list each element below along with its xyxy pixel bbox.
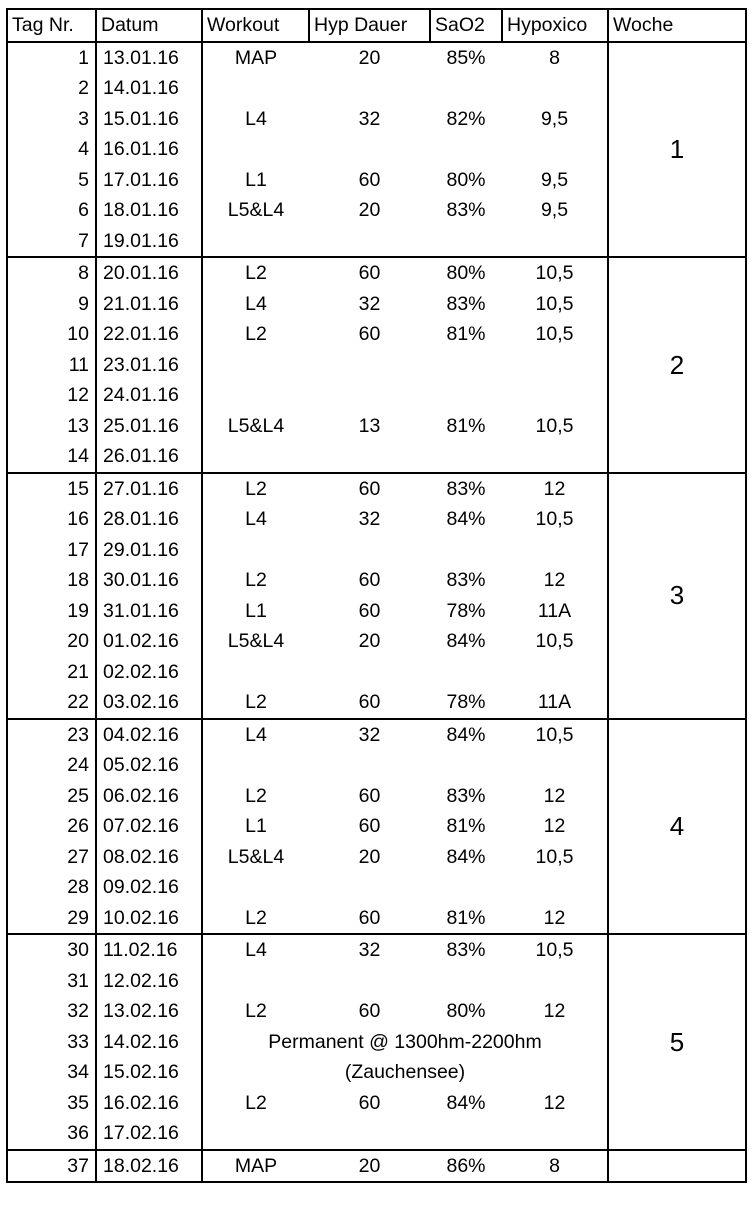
cell-hyp-dauer: 60	[358, 784, 381, 807]
cell-hyp-dauer: 32	[358, 723, 381, 746]
cell-sao2	[430, 535, 502, 566]
cell-workout: L2	[245, 323, 267, 345]
cell-tag-nr: 11	[7, 350, 96, 381]
training-schedule-table	[6, 8, 747, 1183]
cell-workout	[202, 750, 309, 781]
cell-tag-nr: 25	[7, 781, 96, 812]
cell-workout	[202, 73, 309, 104]
cell-sao2	[430, 750, 502, 781]
cell-hypoxico: 12	[502, 903, 608, 935]
cell-workout: MAP	[234, 46, 278, 69]
cell-datum: 06.02.16	[96, 781, 202, 812]
cell-hyp-dauer	[309, 441, 430, 473]
cell-hyp-dauer: 32	[358, 508, 381, 530]
cell-workout	[202, 380, 309, 411]
table-row	[7, 257, 746, 289]
cell-datum: 15.01.16	[96, 104, 202, 135]
cell-hypoxico: 8	[502, 42, 608, 74]
cell-hyp-dauer: 60	[358, 599, 381, 622]
cell-sao2	[430, 657, 502, 688]
cell-hyp-dauer	[309, 535, 430, 566]
cell-tag-nr: 30	[7, 934, 96, 966]
cell-datum: 17.02.16	[96, 1118, 202, 1150]
cell-sao2: 80%	[446, 168, 486, 191]
cell-workout	[202, 966, 309, 997]
cell-tag-nr: 2	[7, 73, 96, 104]
cell-tag-nr: 20	[7, 626, 96, 657]
cell-tag-nr: 27	[7, 842, 96, 873]
cell-datum: 15.02.16	[96, 1057, 202, 1088]
cell-workout: L2	[245, 262, 267, 284]
cell-woche: 3	[608, 473, 746, 719]
cell-sao2: 81%	[430, 903, 502, 935]
cell-datum: 16.01.16	[96, 134, 202, 165]
cell-tag-nr: 26	[7, 811, 96, 842]
cell-tag-nr: 19	[7, 596, 96, 627]
cell-sao2: 81%	[446, 323, 486, 345]
cell-datum: 14.02.16	[96, 1027, 202, 1058]
table-row	[7, 719, 746, 751]
cell-tag-nr: 14	[7, 441, 96, 473]
cell-datum: 18.02.16	[96, 1150, 202, 1183]
cell-hyp-dauer: 20	[309, 1150, 430, 1183]
cell-tag-nr: 6	[7, 195, 96, 226]
cell-sao2: 78%	[430, 687, 502, 719]
cell-workout: L2	[245, 1000, 267, 1022]
cell-hyp-dauer	[309, 73, 430, 104]
cell-datum: 02.02.16	[96, 657, 202, 688]
cell-sao2: 78%	[446, 599, 486, 622]
table-row	[7, 473, 746, 505]
cell-workout: L4	[245, 107, 267, 130]
cell-sao2	[430, 380, 502, 411]
cell-hyp-dauer	[309, 380, 430, 411]
cell-datum: 05.02.16	[96, 750, 202, 781]
cell-workout: L4	[245, 508, 267, 530]
cell-hyp-dauer	[309, 750, 430, 781]
cell-sao2: 80%	[446, 1000, 486, 1022]
cell-tag-nr: 34	[7, 1057, 96, 1088]
cell-datum: 21.01.16	[96, 289, 202, 320]
header-workout: Workout	[202, 9, 309, 42]
cell-datum: 27.01.16	[96, 473, 202, 505]
cell-hypoxico	[502, 73, 608, 104]
cell-workout: MAP	[202, 1150, 309, 1183]
cell-hypoxico: 9,5	[502, 165, 608, 196]
cell-datum: 11.02.16	[96, 934, 202, 966]
header-row	[7, 9, 746, 42]
cell-hypoxico: 12	[502, 473, 608, 505]
cell-hyp-dauer: 60	[309, 903, 430, 935]
cell-sao2: 84%	[446, 630, 486, 652]
cell-datum: 09.02.16	[96, 872, 202, 903]
cell-workout	[202, 134, 309, 165]
cell-hyp-dauer: 20	[358, 630, 381, 652]
cell-hypoxico: 10,5	[502, 934, 608, 966]
cell-datum: 13.02.16	[96, 996, 202, 1027]
cell-sao2: 83%	[446, 569, 486, 591]
cell-tag-nr: 9	[7, 289, 96, 320]
cell-workout	[202, 350, 309, 381]
cell-hypoxico: 9,5	[502, 195, 608, 226]
cell-sao2	[430, 966, 502, 997]
cell-tag-nr: 33	[7, 1027, 96, 1058]
cell-hypoxico: 10,5	[502, 319, 608, 350]
cell-hypoxico	[502, 750, 608, 781]
cell-hyp-dauer	[309, 657, 430, 688]
cell-tag-nr: 1	[7, 42, 96, 74]
cell-sao2: 81%	[446, 414, 486, 437]
cell-woche: 1	[608, 42, 746, 258]
cell-workout: L4	[245, 723, 267, 746]
cell-hypoxico: 8	[502, 1150, 608, 1183]
cell-tag-nr: 12	[7, 380, 96, 411]
cell-tag-nr: 29	[7, 903, 96, 935]
cell-sao2: 81%	[446, 815, 486, 837]
cell-datum: 12.02.16	[96, 966, 202, 997]
cell-tag-nr: 31	[7, 966, 96, 997]
cell-hypoxico: 10,5	[502, 626, 608, 657]
cell-datum: 08.02.16	[96, 842, 202, 873]
cell-sao2: 84%	[446, 845, 486, 868]
cell-sao2: 86%	[430, 1150, 502, 1183]
cell-hypoxico	[502, 134, 608, 165]
cell-sao2	[430, 872, 502, 903]
cell-datum: 01.02.16	[96, 626, 202, 657]
cell-hypoxico	[502, 535, 608, 566]
cell-hypoxico	[502, 657, 608, 688]
cell-hyp-dauer	[309, 966, 430, 997]
cell-workout: L5&L4	[227, 845, 285, 868]
cell-datum: 22.01.16	[96, 319, 202, 350]
cell-hyp-dauer: 60	[358, 262, 381, 284]
cell-datum: 07.02.16	[96, 811, 202, 842]
cell-workout: L1	[245, 599, 267, 622]
cell-hypoxico: 12	[502, 996, 608, 1027]
cell-workout: L4	[245, 292, 267, 315]
cell-woche: 4	[608, 719, 746, 935]
cell-hyp-dauer: 20	[358, 199, 381, 221]
cell-hyp-dauer	[309, 872, 430, 903]
cell-sao2	[430, 1118, 502, 1150]
table-row	[7, 934, 746, 966]
header-hypoxico: Hypoxico	[502, 9, 608, 42]
cell-note: Permanent @ 1300hm-2200hm	[202, 1027, 608, 1058]
cell-hyp-dauer	[309, 1118, 430, 1150]
cell-sao2	[430, 73, 502, 104]
cell-hypoxico: 11A	[502, 687, 608, 719]
cell-datum: 04.02.16	[96, 719, 202, 751]
table-row	[7, 1150, 746, 1183]
cell-datum: 17.01.16	[96, 165, 202, 196]
cell-tag-nr: 13	[7, 411, 96, 442]
header-sao2: SaO2	[430, 9, 502, 42]
cell-datum: 19.01.16	[96, 226, 202, 258]
cell-workout: L1	[245, 168, 267, 191]
cell-hypoxico: 9,5	[502, 104, 608, 135]
cell-hypoxico: 10,5	[502, 411, 608, 442]
table-row	[7, 42, 746, 74]
header-datum: Datum	[96, 9, 202, 42]
cell-hypoxico: 10,5	[502, 257, 608, 289]
cell-datum: 03.02.16	[96, 687, 202, 719]
cell-hypoxico	[502, 966, 608, 997]
cell-workout	[202, 872, 309, 903]
cell-hyp-dauer: 60	[358, 168, 381, 191]
cell-hyp-dauer: 20	[358, 845, 381, 868]
cell-tag-nr: 22	[7, 687, 96, 719]
cell-sao2: 83%	[446, 477, 486, 500]
cell-hypoxico: 10,5	[502, 504, 608, 535]
cell-datum: 30.01.16	[96, 565, 202, 596]
cell-woche: 5	[608, 934, 746, 1150]
cell-woche	[608, 1150, 746, 1183]
cell-tag-nr: 21	[7, 657, 96, 688]
cell-tag-nr: 7	[7, 226, 96, 258]
cell-workout	[202, 535, 309, 566]
cell-tag-nr: 37	[7, 1150, 96, 1183]
cell-hyp-dauer: 60	[358, 1000, 381, 1022]
cell-tag-nr: 36	[7, 1118, 96, 1150]
cell-tag-nr: 8	[7, 257, 96, 289]
cell-tag-nr: 4	[7, 134, 96, 165]
cell-hyp-dauer	[309, 134, 430, 165]
cell-workout: L5&L4	[227, 199, 285, 221]
cell-workout: L5&L4	[227, 414, 285, 437]
cell-datum: 31.01.16	[96, 596, 202, 627]
cell-tag-nr: 32	[7, 996, 96, 1027]
cell-tag-nr: 16	[7, 504, 96, 535]
cell-workout	[202, 1118, 309, 1150]
cell-hypoxico: 10,5	[502, 719, 608, 751]
cell-hypoxico: 11A	[502, 596, 608, 627]
cell-sao2: 84%	[446, 1091, 486, 1114]
cell-tag-nr: 3	[7, 104, 96, 135]
cell-datum: 24.01.16	[96, 380, 202, 411]
cell-datum: 14.01.16	[96, 73, 202, 104]
cell-workout	[202, 657, 309, 688]
cell-hyp-dauer: 60	[358, 1091, 381, 1114]
cell-hypoxico: 10,5	[502, 289, 608, 320]
cell-sao2	[430, 134, 502, 165]
cell-hyp-dauer: 13	[358, 414, 381, 437]
cell-sao2	[430, 226, 502, 258]
cell-sao2: 80%	[446, 262, 486, 284]
cell-workout: L4	[245, 939, 267, 961]
cell-hyp-dauer: 32	[358, 292, 381, 315]
cell-sao2: 83%	[446, 199, 486, 221]
cell-hypoxico	[502, 872, 608, 903]
cell-hypoxico	[502, 226, 608, 258]
cell-hyp-dauer: 60	[358, 323, 381, 345]
cell-tag-nr: 18	[7, 565, 96, 596]
cell-workout: L5&L4	[227, 630, 285, 652]
cell-workout: L2	[202, 903, 309, 935]
cell-sao2: 85%	[446, 46, 486, 69]
cell-sao2: 83%	[446, 292, 486, 315]
cell-sao2: 84%	[446, 723, 486, 746]
cell-datum: 28.01.16	[96, 504, 202, 535]
cell-hypoxico: 12	[502, 781, 608, 812]
cell-hypoxico	[502, 350, 608, 381]
cell-datum: 26.01.16	[96, 441, 202, 473]
cell-hyp-dauer: 60	[358, 569, 381, 591]
cell-tag-nr: 28	[7, 872, 96, 903]
cell-hypoxico	[502, 1118, 608, 1150]
cell-sao2	[430, 441, 502, 473]
cell-datum: 20.01.16	[96, 257, 202, 289]
cell-woche: 2	[608, 257, 746, 473]
cell-hyp-dauer	[309, 226, 430, 258]
cell-workout: L2	[245, 784, 267, 807]
cell-workout: L1	[245, 815, 267, 837]
cell-workout	[202, 441, 309, 473]
cell-hyp-dauer: 60	[309, 687, 430, 719]
cell-workout: L2	[245, 1091, 267, 1114]
cell-datum: 16.02.16	[96, 1088, 202, 1119]
cell-note: (Zauchensee)	[202, 1057, 608, 1088]
cell-hypoxico: 10,5	[502, 842, 608, 873]
cell-tag-nr: 5	[7, 165, 96, 196]
cell-datum: 23.01.16	[96, 350, 202, 381]
cell-tag-nr: 35	[7, 1088, 96, 1119]
cell-datum: 10.02.16	[96, 903, 202, 935]
cell-tag-nr: 10	[7, 319, 96, 350]
cell-hyp-dauer	[309, 350, 430, 381]
cell-hypoxico: 12	[502, 811, 608, 842]
cell-datum: 29.01.16	[96, 535, 202, 566]
cell-sao2: 83%	[446, 784, 486, 807]
cell-hypoxico: 12	[502, 1088, 608, 1119]
cell-hypoxico: 12	[502, 565, 608, 596]
cell-hypoxico	[502, 441, 608, 473]
cell-tag-nr: 23	[7, 719, 96, 751]
cell-hypoxico	[502, 380, 608, 411]
cell-hyp-dauer: 20	[358, 46, 381, 69]
cell-hyp-dauer: 32	[358, 939, 381, 961]
cell-datum: 25.01.16	[96, 411, 202, 442]
cell-datum: 18.01.16	[96, 195, 202, 226]
cell-hyp-dauer: 60	[358, 815, 381, 837]
table-body	[7, 42, 746, 1183]
header-tag-nr: Tag Nr.	[7, 9, 96, 42]
cell-datum: 13.01.16	[96, 42, 202, 74]
cell-sao2	[430, 350, 502, 381]
cell-workout: L2	[245, 569, 267, 591]
cell-hyp-dauer: 60	[358, 477, 381, 500]
cell-tag-nr: 17	[7, 535, 96, 566]
cell-workout	[202, 226, 309, 258]
cell-sao2: 82%	[446, 107, 486, 130]
header-hyp-dauer: Hyp Dauer	[309, 9, 430, 42]
cell-tag-nr: 15	[7, 473, 96, 505]
cell-workout: L2	[202, 687, 309, 719]
header-woche: Woche	[608, 9, 746, 42]
cell-tag-nr: 24	[7, 750, 96, 781]
cell-sao2: 84%	[446, 508, 486, 530]
cell-workout: L2	[245, 477, 267, 500]
cell-hyp-dauer: 32	[358, 107, 381, 130]
cell-sao2: 83%	[446, 939, 486, 961]
